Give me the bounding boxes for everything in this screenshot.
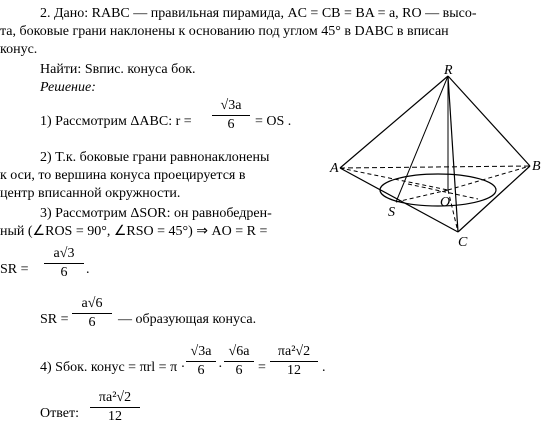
step4-fraction-2	[224, 344, 254, 379]
step4-f1-den: 6	[197, 363, 205, 378]
sr-fraction	[44, 246, 84, 281]
sr-prefix: SR =	[0, 262, 29, 277]
edge-ab-hidden	[340, 166, 530, 168]
step3-line-1: 3) Рассмотрим ΔSOR: он равнобедрен-	[40, 206, 272, 221]
step4-f3-den: 12	[287, 363, 301, 378]
generatrix-fraction	[72, 296, 112, 331]
generatrix-suffix: — образующая конуса.	[118, 312, 257, 327]
step4-end: .	[322, 360, 326, 375]
sr-end: .	[86, 262, 90, 277]
pyramid-figure	[328, 64, 548, 259]
answer-fraction	[90, 390, 140, 425]
step2-line-3: центр вписанной окружности.	[0, 186, 181, 201]
step4-f2-num: √6a	[228, 344, 250, 359]
step4-fraction-3	[270, 344, 318, 379]
generatrix-prefix: SR =	[40, 312, 69, 327]
edge-ra	[340, 76, 448, 168]
pyramid-diagram	[328, 64, 548, 254]
label-c: C	[458, 235, 468, 250]
generatrix-num: a√6	[81, 296, 103, 311]
step4-fraction-1	[186, 344, 216, 379]
step4-prefix: 4) Sбок. конус = πrl = π ·	[40, 360, 186, 375]
solution-label: Решение:	[40, 80, 96, 95]
step4-f1-num: √3a	[190, 344, 212, 359]
answer-label: Ответ:	[40, 406, 79, 421]
step1-den: 6	[227, 117, 235, 132]
step4-f3-num: πa²√2	[277, 344, 311, 359]
step3-line-2: ный (∠ROS = 90°, ∠RSO = 45°) ⇒ AO = R =	[0, 224, 268, 239]
label-r: R	[444, 64, 453, 78]
generatrix-den: 6	[88, 315, 96, 330]
step1-num: √3a	[220, 98, 242, 113]
step4-f2-den: 6	[235, 363, 243, 378]
label-b: B	[532, 159, 541, 174]
step1-fraction	[212, 98, 250, 133]
problem-line-3: конус.	[0, 42, 38, 57]
sr-den: 6	[60, 265, 68, 280]
line-rs	[396, 76, 448, 202]
answer-den: 12	[108, 409, 122, 424]
step2-line-1: 2) Т.к. боковые грани равнонаклонены	[40, 150, 270, 165]
step1-prefix: 1) Рассмотрим ΔABC: r =	[40, 114, 192, 129]
step1-suffix: = OS .	[255, 114, 292, 129]
label-s: S	[388, 205, 395, 220]
edge-rb	[448, 76, 530, 166]
sr-num: a√3	[53, 246, 75, 261]
answer-num: πa²√2	[98, 390, 132, 405]
problem-line-1: 2. Дано: RABC — правильная пирамида, AC = CB = BA = a, RO — высо-	[40, 6, 477, 21]
problem-line-2: та, боковые грани наклонены к основанию под углом 45° в DABC в вписан	[0, 24, 449, 39]
step4-eq: =	[258, 360, 266, 375]
find-line: Найти: Sвпис. конуса бок.	[40, 62, 196, 77]
label-a: A	[330, 161, 339, 176]
label-o: O	[440, 195, 451, 210]
step4-dot: ·	[218, 360, 223, 375]
step2-line-2: к оси, то вершина конуса проецируется в	[0, 168, 246, 183]
